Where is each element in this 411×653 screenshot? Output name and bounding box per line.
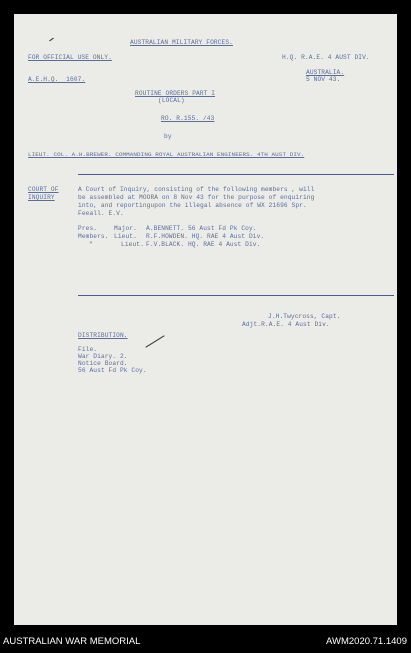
- distribution-item: War Diary. 2.: [78, 353, 128, 360]
- distribution-item: File.: [78, 346, 98, 353]
- distribution-item: Notice Board.: [78, 360, 128, 367]
- official-use-notice: FOR OFFICIAL USE ONLY.: [28, 54, 112, 61]
- signature-name: J.H.Twycross, Capt.: [268, 313, 341, 320]
- orders-subtitle: (LOCAL): [158, 97, 185, 104]
- member-rank: Major.: [114, 225, 137, 232]
- member-rank: Lieut.: [114, 233, 137, 240]
- footer-credit: AUSTRALIAN WAR MEMORIAL: [3, 636, 141, 647]
- member-role: ": [89, 241, 93, 248]
- body-line-1: A Court of Inquiry, consisting of the following members , will: [78, 186, 315, 193]
- distribution-item: 56 Aust Fd Pk Coy.: [78, 367, 147, 374]
- body-line-4: Feeall. E.V.: [78, 210, 124, 217]
- separator-bottom: [78, 295, 394, 296]
- orders-number: RO. R.155. /43: [161, 115, 215, 122]
- location: AUSTRALIA.: [306, 69, 345, 76]
- court-label-line1: COURT OF: [28, 186, 59, 193]
- doc-title: AUSTRALIAN MILITARY FORCES.: [130, 39, 233, 46]
- pencil-mark: [49, 38, 54, 42]
- member-detail: F.V.BLACK. HQ. RAE 4 Aust Div.: [146, 241, 261, 248]
- document-page: [14, 14, 397, 625]
- reference-number: A.E.H.Q. 1607.: [28, 76, 86, 83]
- by-line: by: [164, 133, 172, 140]
- footer-accession: AWM2020.71.1409: [326, 636, 407, 647]
- separator-top: [78, 174, 394, 175]
- body-line-2: be assembled at MOORA on 8 Nov 43 for the purpose of enquiring: [78, 194, 315, 201]
- pencil-tick: [145, 335, 164, 348]
- body-line-3: into, and reportingupon the illegal absence of WX 21696 Spr.: [78, 202, 307, 209]
- signature-title: Adjt.R.A.E. 4 Aust Div.: [242, 321, 330, 328]
- member-role: Pres.: [78, 225, 98, 232]
- member-detail: R.F.HOWDEN. HQ. RAE 4 Aust Div.: [146, 233, 265, 240]
- member-rank: Lieut.: [121, 241, 144, 248]
- member-detail: A.BENNETT. 56 Aust Fd Pk Coy.: [146, 225, 257, 232]
- commander-line: LIEUT. COL. A.H.BREWER. COMMANDING ROYAL AUSTRALIAN ENGINEERS. 4TH AUST DIV.: [28, 151, 305, 158]
- unit-line: H.Q. R.A.E. 4 AUST DIV.: [282, 54, 370, 61]
- member-role: Members.: [78, 233, 109, 240]
- date: 5 NOV 43.: [306, 76, 341, 83]
- court-label-line2: INQUIRY: [28, 194, 55, 201]
- orders-title: ROUTINE ORDERS PART I: [135, 90, 216, 97]
- distribution-heading: DISTRIBUTION.: [78, 332, 128, 339]
